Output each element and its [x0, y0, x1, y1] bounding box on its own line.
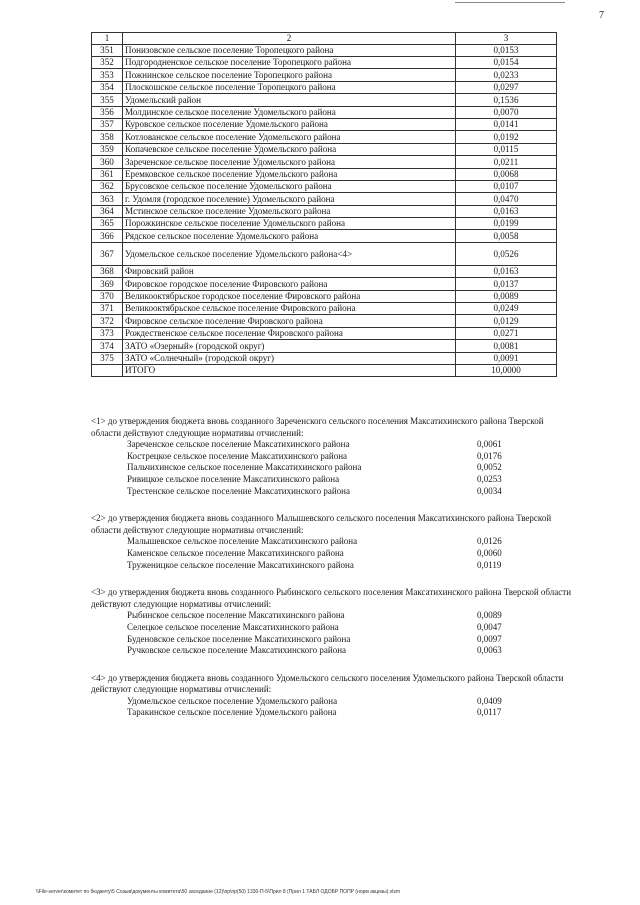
- row-name: Удомельский район: [123, 94, 456, 106]
- row-value: 0,0163: [456, 205, 557, 217]
- footnote-item-value: 0,0047: [477, 621, 502, 632]
- row-value: 0,0297: [456, 81, 557, 93]
- allocation-table: [91, 32, 557, 377]
- footnote-item-name: Рыбинское сельское поселение Максатихинского района: [127, 610, 345, 621]
- footnote-item-value: 0,0060: [477, 547, 502, 558]
- row-value: 0,0068: [456, 168, 557, 180]
- row-name: Еремковское сельское поселение Удомельского района: [123, 168, 456, 180]
- header-col-2: 2: [123, 33, 456, 45]
- row-name: г. Удомля (городское поселение) Удомельского района: [123, 193, 456, 205]
- footnote-item: [91, 486, 527, 498]
- footnote-item: [91, 707, 527, 719]
- row-name: ИТОГО: [123, 364, 456, 376]
- table-row: [92, 278, 557, 290]
- row-name: Порожкинское сельское поселение Удомельского района: [123, 218, 456, 230]
- row-number: 368: [92, 265, 123, 277]
- table-row: [92, 290, 557, 302]
- row-name: Зареченское сельское поселение Удомельского района: [123, 156, 456, 168]
- footnote-item-value: 0,0126: [477, 536, 502, 547]
- row-number: 362: [92, 180, 123, 192]
- row-number: 372: [92, 315, 123, 327]
- row-value: 0,0271: [456, 327, 557, 339]
- footnote-item: [91, 696, 527, 708]
- row-name: Куровское сельское поселение Удомельского района: [123, 118, 456, 130]
- footnote-intro: <3> до утверждения бюджета вновь созданного Рыбинского сельского поселения Максатихинского района Тверской области действуют следующие нормативы отчислений:: [91, 587, 572, 609]
- row-value: 0,0192: [456, 131, 557, 143]
- footnote: [91, 513, 571, 571]
- row-number: 364: [92, 205, 123, 217]
- footnote-item-name: Труженицкое сельское поселение Максатихинского района: [127, 559, 354, 570]
- row-value: 0,0058: [456, 230, 557, 242]
- footnote-intro: <2> до утверждения бюджета вновь созданного Малышевского сельского поселения Максатихинского района Тверской области действуют следующие нормативы отчислений:: [91, 513, 552, 535]
- row-number: 371: [92, 303, 123, 315]
- row-value: 0,0115: [456, 143, 557, 155]
- footnote-item: [91, 560, 527, 572]
- table-row: [92, 205, 557, 217]
- footnote-item-value: 0,0097: [477, 633, 502, 644]
- footnote-intro: <4> до утверждения бюджета вновь созданного Удомельского сельского поселения Удомельского района Тверской области действуют следующие нормативы отчислений:: [91, 672, 564, 695]
- footnotes-section: [91, 416, 571, 735]
- row-name: Рождественское сельское поселение Фировского района: [123, 327, 456, 339]
- file-path-footer: \\File-server\комитет по бюджету\5 Созыв\документы комитета\50 заседание (12)\пр\пр(50) 1330-П-5\Прил 8 (Прил 1 ТАБЛ ОДОБР ПОПР (норм акцизы).xlsm: [36, 889, 401, 895]
- footnote-item-value: 0,0409: [477, 695, 502, 706]
- footnote-item-value: 0,0052: [477, 462, 502, 473]
- row-name: Понизовское сельское поселение Торопецкого района: [123, 44, 456, 56]
- row-value: 10,0000: [456, 364, 557, 376]
- table-row: [92, 168, 557, 180]
- row-number: 351: [92, 44, 123, 56]
- table-row: [92, 131, 557, 143]
- footnote-item-name: Таракинское сельское поселение Удомельского района: [127, 707, 337, 718]
- footnote: [91, 673, 571, 719]
- row-number: 358: [92, 131, 123, 143]
- footnote-item-name: Зареченское сельское поселение Максатихинского района: [127, 439, 350, 450]
- row-value: 0,0233: [456, 69, 557, 81]
- row-value: 0,0141: [456, 118, 557, 130]
- row-number: 369: [92, 278, 123, 290]
- row-value: 0,0089: [456, 290, 557, 302]
- row-number: 359: [92, 143, 123, 155]
- footnote-item-name: Кострецкое сельское поселение Максатихинского района: [127, 450, 348, 461]
- row-number: 357: [92, 118, 123, 130]
- row-number: 352: [92, 56, 123, 68]
- row-value: 0,0070: [456, 106, 557, 118]
- row-name: Мстинское сельское поселение Удомельского района: [123, 205, 456, 217]
- table-row: [92, 118, 557, 130]
- row-name: Великооктябрьское сельское поселение Фировского района: [123, 303, 456, 315]
- footnote-item-value: 0,0034: [477, 485, 502, 496]
- row-name: Молдинское сельское поселение Удомельского района: [123, 106, 456, 118]
- footnote: [91, 587, 571, 657]
- row-name: ЗАТО «Солнечный» (городской округ): [123, 352, 456, 364]
- footnote-item: [91, 610, 527, 622]
- row-name: Пожнинское сельское поселение Торопецкого района: [123, 69, 456, 81]
- footnote: [91, 416, 571, 497]
- row-number: 361: [92, 168, 123, 180]
- footnote-item-name: Каменское сельское поселение Максатихинского района: [127, 547, 344, 558]
- table-row: [92, 265, 557, 277]
- row-value: 0,0470: [456, 193, 557, 205]
- row-value: 0,0163: [456, 265, 557, 277]
- row-value: 0,0153: [456, 44, 557, 56]
- row-number: 353: [92, 69, 123, 81]
- table-row: [92, 44, 557, 56]
- row-number: 355: [92, 94, 123, 106]
- footnote-item-name: Ручковское сельское поселение Максатихинского района: [127, 645, 347, 656]
- table-header-row: [92, 33, 557, 45]
- top-rule: [455, 2, 565, 3]
- row-value: 0,0526: [456, 242, 557, 265]
- row-value: 0,0199: [456, 218, 557, 230]
- table-row: [92, 352, 557, 364]
- row-value: 0,0137: [456, 278, 557, 290]
- row-name: Фировский район: [123, 265, 456, 277]
- table-row: [92, 315, 557, 327]
- footnote-intro: <1> до утверждения бюджета вновь созданного Зареченского сельского поселения Максатихинского района Тверской области действуют следующие нормативы отчислений:: [91, 416, 544, 438]
- table-row: [92, 340, 557, 352]
- row-number: 370: [92, 290, 123, 302]
- row-number: 356: [92, 106, 123, 118]
- row-value: 0,0211: [456, 156, 557, 168]
- footnote-item-name: Трестенское сельское поселение Максатихинского района: [127, 485, 350, 496]
- footnote-item-value: 0,0117: [477, 707, 502, 718]
- row-number: 366: [92, 230, 123, 242]
- table-row: [92, 156, 557, 168]
- row-name: Котлованское сельское поселение Удомельского района: [123, 131, 456, 143]
- footnote-item: [91, 645, 527, 657]
- table-row: [92, 94, 557, 106]
- footnote-item-value: 0,0089: [477, 610, 502, 621]
- footnote-item-value: 0,0119: [477, 559, 502, 570]
- row-number: 365: [92, 218, 123, 230]
- row-value: 0,1536: [456, 94, 557, 106]
- footnote-item: [91, 536, 527, 548]
- footnote-item-name: Ривицкое сельское поселение Максатихинского района: [127, 473, 340, 484]
- row-name: Фировское сельское поселение Фировского района: [123, 315, 456, 327]
- footnote-item: [91, 451, 527, 463]
- row-name: Плоскошское сельское поселение Торопецкого района: [123, 81, 456, 93]
- footnote-item: [91, 439, 527, 451]
- table-row: [92, 180, 557, 192]
- row-name: Удомельское сельское поселение Удомельского района<4>: [123, 242, 456, 265]
- row-number: 360: [92, 156, 123, 168]
- row-value: 0,0129: [456, 315, 557, 327]
- footnote-item: [91, 462, 527, 474]
- table-row: [92, 143, 557, 155]
- row-number: 367: [92, 242, 123, 265]
- table-row: [92, 218, 557, 230]
- footnote-item-value: 0,0061: [477, 439, 502, 450]
- row-number: 373: [92, 327, 123, 339]
- row-name: ЗАТО «Озерный» (городской округ): [123, 340, 456, 352]
- table-row: [92, 230, 557, 242]
- table-row: [92, 327, 557, 339]
- footnote-item-name: Малышевское сельское поселение Максатихинского района: [127, 536, 358, 547]
- row-number: 354: [92, 81, 123, 93]
- footnote-item-name: Буденовское сельское поселение Максатихинского района: [127, 633, 351, 644]
- footnote-item-name: Селецкое сельское поселение Максатихинского района: [127, 621, 339, 632]
- row-value: 0,0154: [456, 56, 557, 68]
- footnote-item-value: 0,0176: [477, 450, 502, 461]
- table-row: [92, 364, 557, 376]
- table-row: [92, 56, 557, 68]
- footnote-item-value: 0,0253: [477, 473, 502, 484]
- table-row: [92, 242, 557, 265]
- row-name: Великооктябрьское городское поселение Фировского района: [123, 290, 456, 302]
- table-row: [92, 81, 557, 93]
- row-name: Копачевское сельское поселение Удомельского района: [123, 143, 456, 155]
- row-value: 0,0107: [456, 180, 557, 192]
- row-number: 375: [92, 352, 123, 364]
- row-name: Брусовское сельское поселение Удомельского района: [123, 180, 456, 192]
- row-value: 0,0249: [456, 303, 557, 315]
- footnote-item: [91, 474, 527, 486]
- footnote-item-name: Удомельское сельское поселение Удомельского района: [127, 695, 338, 706]
- row-value: 0,0081: [456, 340, 557, 352]
- table-row: [92, 69, 557, 81]
- footnote-item: [91, 548, 527, 560]
- row-value: 0,0091: [456, 352, 557, 364]
- row-number: 363: [92, 193, 123, 205]
- page-number: 7: [599, 10, 604, 21]
- table-row: [92, 193, 557, 205]
- row-number: 374: [92, 340, 123, 352]
- table-row: [92, 303, 557, 315]
- footnote-item-value: 0,0063: [477, 645, 502, 656]
- table-row: [92, 106, 557, 118]
- footnote-item: [91, 634, 527, 646]
- header-col-3: 3: [456, 33, 557, 45]
- row-name: Подгородненское сельское поселение Торопецкого района: [123, 56, 456, 68]
- footnote-item-name: Пальчихинское сельское поселение Максатихинского района: [127, 462, 362, 473]
- header-col-1: 1: [92, 33, 123, 45]
- row-name: Рядское сельское поселение Удомельского района: [123, 230, 456, 242]
- footnote-item: [91, 622, 527, 634]
- row-name: Фировское городское поселение Фировского района: [123, 278, 456, 290]
- row-number: [92, 364, 123, 376]
